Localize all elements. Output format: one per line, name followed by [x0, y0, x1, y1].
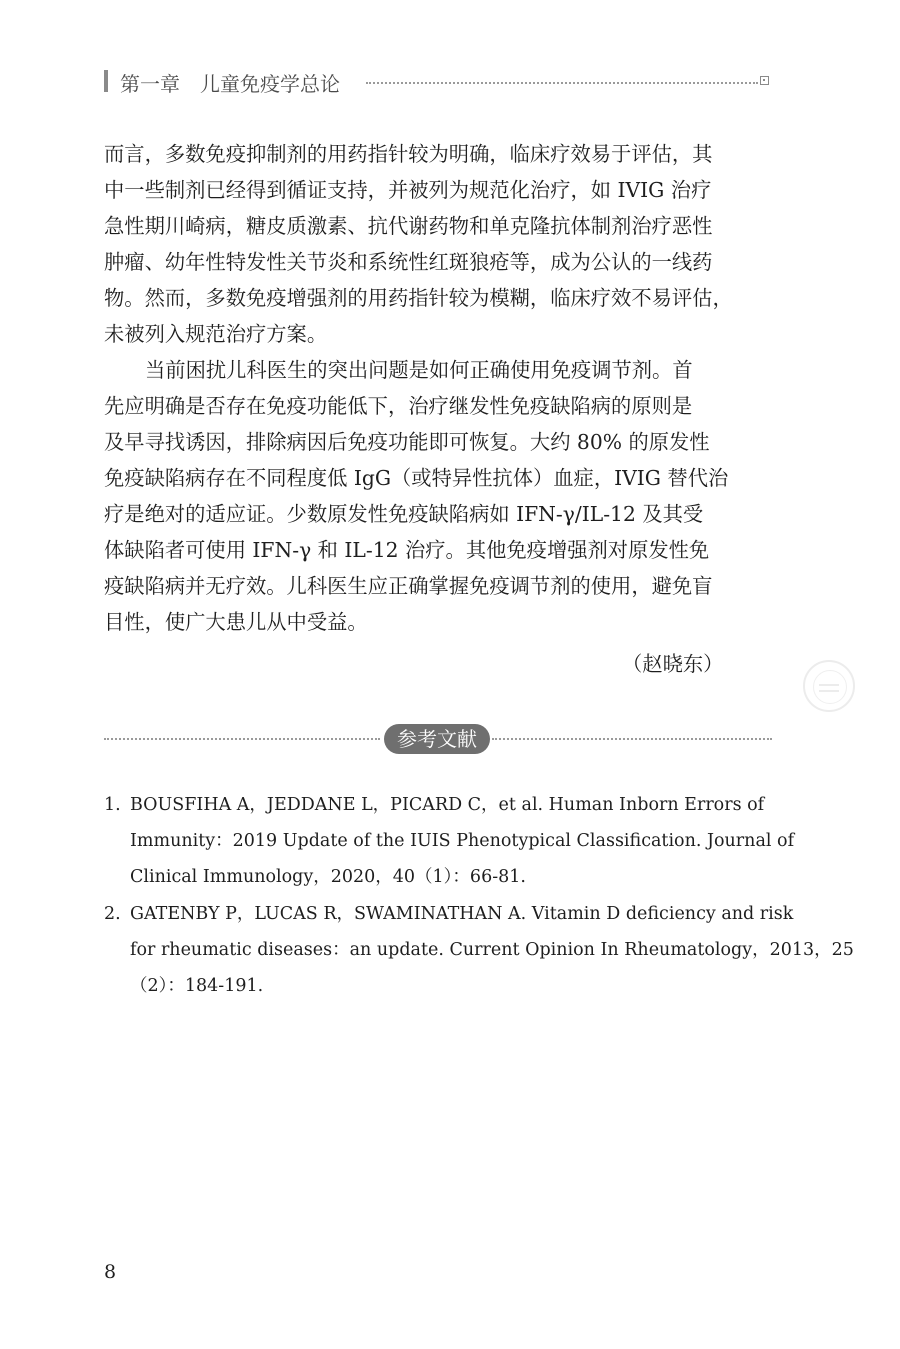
header-accent-bar [104, 70, 108, 92]
reference-line: （2）：184-191. [130, 976, 264, 996]
body-line: 物。然而，多数免疫增强剂的用药指针较为模糊，临床疗效不易评估， [104, 286, 733, 310]
body-line: 体缺陷者可使用 IFN-γ 和 IL-12 治疗。其他免疫增强剂对原发性免 [104, 538, 710, 562]
body-line: 未被列入规范治疗方案。 [104, 322, 328, 346]
body-line: 免疫缺陷病存在不同程度低 IgG（或特异性抗体）血症，IVIG 替代治 [104, 466, 729, 490]
body-line: 目性，使广大患儿从中受益。 [104, 610, 368, 634]
header-dotted-rule [366, 82, 758, 84]
reference-line: Clinical Immunology，2020，40（1）：66-81. [130, 867, 526, 887]
body-line: 疗是绝对的适应证。少数原发性免疫缺陷病如 IFN-γ/IL-12 及其受 [104, 502, 704, 526]
reference-line: for rheumatic diseases：an update. Current Opinion In Rheumatology，2013，25 [130, 940, 854, 960]
author-signature: （赵晓东） [622, 652, 724, 676]
body-line: 及早寻找诱因，排除病因后免疫功能即可恢复。大约 80% 的原发性 [104, 430, 710, 454]
chapter-title: 第一章 儿童免疫学总论 [120, 72, 340, 96]
body-line: 急性期川崎病，糖皮质激素、抗代谢药物和单克隆抗体制剂治疗恶性 [104, 214, 713, 238]
body-line: 当前困扰儿科医生的突出问题是如何正确使用免疫调节剂。首 [145, 358, 693, 382]
references-dotted-rule-left [104, 738, 380, 740]
body-line: 肿瘤、幼年性特发性关节炎和系统性红斑狼疮等，成为公认的一线药 [104, 250, 713, 274]
reference-line: GATENBY P，LUCAS R，SWAMINATHAN A. Vitamin D deficiency and risk [130, 904, 794, 924]
watermark-seal-icon [803, 660, 855, 712]
references-heading: 参考文献 [384, 724, 490, 754]
reference-number: 1. [104, 795, 121, 815]
reference-line: Immunity：2019 Update of the IUIS Phenotypical Classification. Journal of [130, 831, 795, 851]
body-line: 而言，多数免疫抑制剂的用药指针较为明确，临床疗效易于评估，其 [104, 142, 713, 166]
reference-number: 2. [104, 904, 121, 924]
body-line: 先应明确是否存在免疫功能低下，治疗继发性免疫缺陷病的原则是 [104, 394, 693, 418]
running-header [104, 66, 772, 98]
body-line: 中一些制剂已经得到循证支持，并被列为规范化治疗，如 IVIG 治疗 [104, 178, 712, 202]
body-line: 疫缺陷病并无疗效。儿科医生应正确掌握免疫调节剂的使用，避免盲 [104, 574, 713, 598]
references-dotted-rule-right [492, 738, 772, 740]
reference-line: BOUSFIHA A，JEDDANE L，PICARD C，et al. Human Inborn Errors of [130, 795, 765, 815]
page-number: 8 [104, 1261, 117, 1283]
square-ornament-icon [760, 76, 769, 85]
references-heading-row [104, 724, 772, 754]
